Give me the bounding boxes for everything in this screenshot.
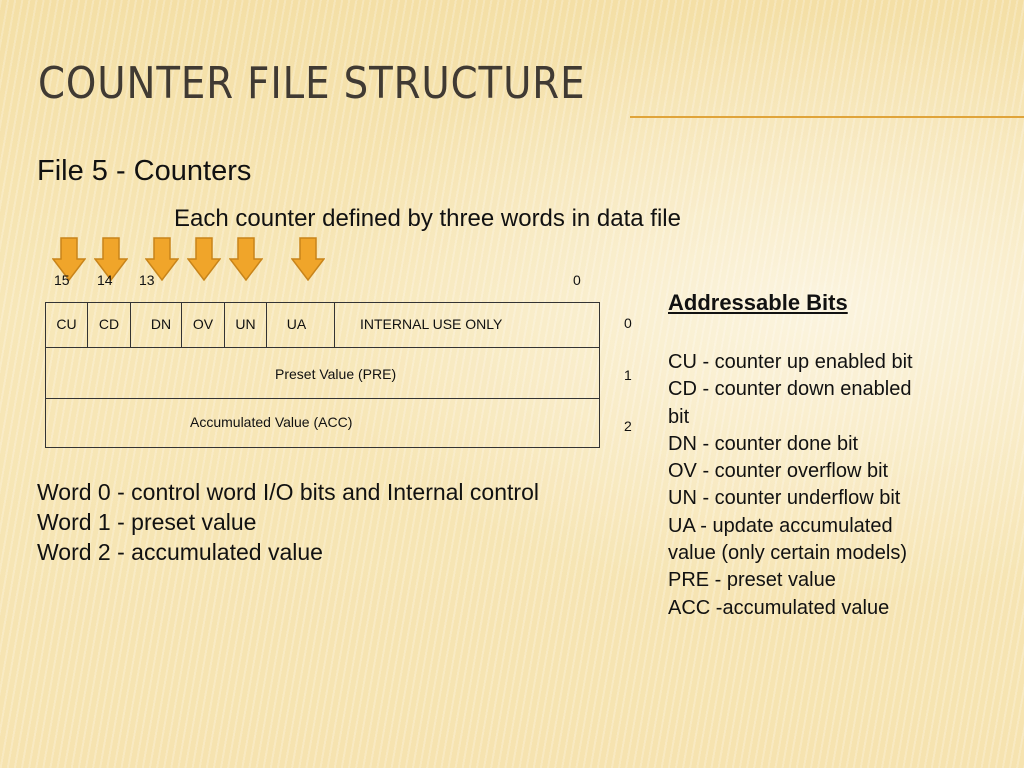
addressable-bit-line: PRE - preset value	[668, 569, 836, 592]
word0-row	[46, 303, 599, 348]
addressable-bit-line: CU - counter up enabled bit	[668, 351, 913, 373]
bit-cell-dn: DN	[131, 303, 182, 347]
addressable-bit-line: bit	[668, 405, 690, 428]
preset-value-label: Preset Value (PRE)	[275, 366, 397, 382]
addressable-bit-line: value (only certain models)	[668, 542, 907, 565]
bit-cell-cd: CD	[88, 303, 131, 347]
word1-row	[46, 348, 599, 399]
bit-number: 13	[139, 272, 155, 288]
addressable-bit-line: UN - counter underflow bit	[668, 487, 901, 510]
bit-number: 15	[54, 272, 70, 288]
bit-cell-cu: CU	[46, 303, 88, 347]
addressable-bit-line: UA - update accumulated	[668, 514, 893, 537]
bit-cell-ua: UA	[267, 303, 335, 347]
addressable-bit-line: DN - counter done bit	[668, 432, 859, 455]
title-underline	[630, 116, 1024, 118]
word-number: 1	[624, 367, 632, 383]
caption: Each counter defined by three words in data file	[174, 205, 681, 232]
word2-row	[46, 399, 599, 447]
bit-cell-ov: OV	[182, 303, 225, 347]
subtitle: File 5 - Counters	[37, 155, 252, 187]
bit-cell-un: UN	[225, 303, 267, 347]
word-descriptions	[37, 477, 539, 567]
addressable-bits-list	[668, 349, 968, 622]
bit-number: 0	[573, 272, 581, 288]
word-description-line: Word 1 - preset value	[37, 509, 257, 535]
addressable-bits-heading: Addressable Bits	[668, 290, 848, 315]
slide-title: COUNTER FILE STRUCTURE	[38, 58, 586, 109]
addressable-bit-line: CD - counter down enabled	[668, 378, 912, 401]
word-description-line: Word 2 - accumulated value	[37, 539, 323, 565]
accumulated-value-label: Accumulated Value (ACC)	[190, 414, 353, 430]
word-number: 2	[624, 418, 632, 434]
down-arrow-icon	[229, 237, 263, 281]
counter-register-table	[45, 302, 600, 448]
addressable-bit-line: OV - counter overflow bit	[668, 460, 889, 483]
addressable-bit-line: ACC -accumulated value	[668, 596, 890, 619]
word-number: 0	[624, 315, 632, 331]
bit-number: 14	[97, 272, 113, 288]
down-arrow-icon	[291, 237, 325, 281]
internal-use-cell: INTERNAL USE ONLY	[360, 316, 503, 332]
down-arrow-icon	[187, 237, 221, 281]
word-description-line: Word 0 - control word I/O bits and Internal control	[37, 479, 539, 505]
